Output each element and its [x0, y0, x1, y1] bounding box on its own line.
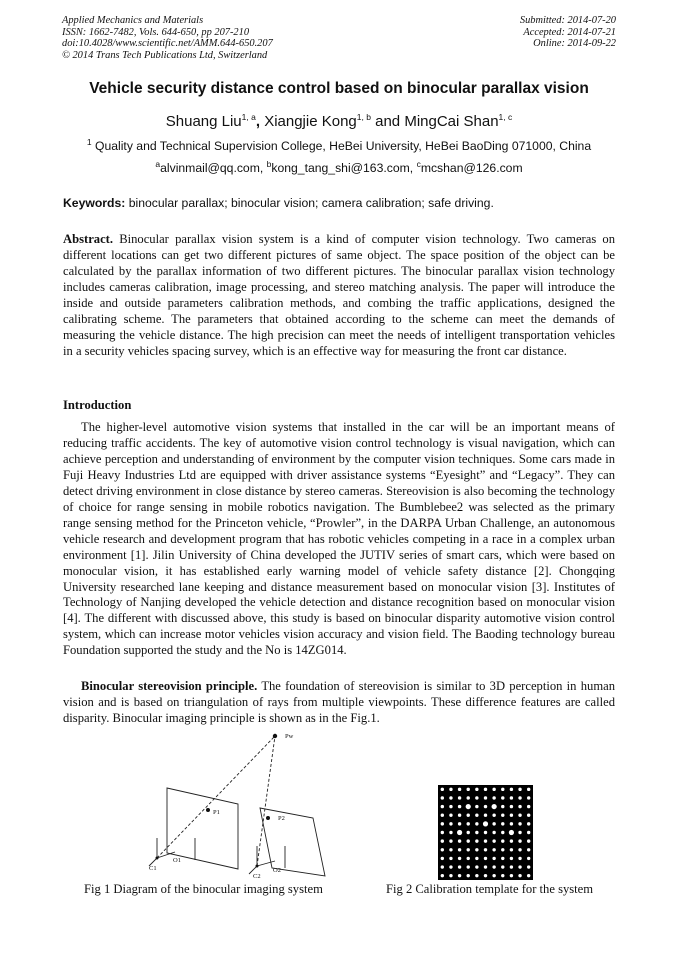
fig1-caption: Fig 1 Diagram of the binocular imaging system — [84, 882, 323, 896]
email-link: kong_tang_shi@163.com — [271, 161, 410, 175]
calibration-dot — [467, 831, 470, 834]
author-separator: and — [375, 113, 401, 130]
calibration-dot — [510, 814, 513, 817]
calibration-dot — [492, 822, 495, 825]
calibration-dot — [441, 814, 444, 817]
binocular-diagram — [135, 728, 365, 880]
affiliation — [0, 136, 678, 153]
calibration-dot — [475, 848, 478, 851]
right-axis-x — [257, 861, 275, 866]
right-camera-center — [256, 865, 259, 868]
calibration-dot — [458, 865, 461, 868]
calibration-dot — [475, 874, 478, 877]
calibration-dot — [492, 788, 495, 791]
calibration-dot — [449, 857, 452, 860]
introduction-paragraph: The higher-level automotive vision systems that installed in the car will be an important means of reducing traffic accidents. The key of automotive vision control technology is visual navigation, which can achieve perception and understanding of environment by the computer vision techniques. Some cars made in Fuji Heavy Industries Ltd are equipped with driver assistance systems “Eyesight” and “Legacy”. They can detect driving environment in close distance by stereo cameras. Stereovision is also becoming the technology of choice for range sensing in mobile robotics navigation. The Bumblebee2 was selected as the primary range sensing method for the Princeton vehicle, “Prowler”, in the DARPA Urban Challenge, an autonomous vehicle research and development program that has robotic vehicles competing in a race in a complex urban environment [1]. Jilin University of China developed the JUTIV series of smart cars, which were based on monocular vision, it has established early warning model of vehicle safety distance [2]. Chongqing University researched lane keeping and distance measurement based on monocular vision [3]. Institutes of Technology of Nanjing developed the vehicle detection and distance recognition based on monocular vision [4]. The different with discussed above, this study is based on binocular disparity automotive vision control system, which can increase motor vehicles vision accuracy and vision field. The Baoding technology bureau Foundation supported the study and the No is 14ZG014. — [63, 420, 615, 658]
calibration-dot — [441, 839, 444, 842]
calibration-dot — [484, 788, 487, 791]
calibration-dot — [458, 805, 461, 808]
calibration-dot — [475, 814, 478, 817]
calibration-dot — [467, 874, 470, 877]
calibration-dot — [501, 839, 504, 842]
calibration-dot — [501, 874, 504, 877]
calibration-dot — [501, 822, 504, 825]
calibration-dot — [484, 874, 487, 877]
right-image-point — [266, 816, 270, 820]
calibration-dot — [475, 788, 478, 791]
calibration-dot — [510, 839, 513, 842]
calibration-dot — [518, 848, 521, 851]
calibration-dot — [501, 831, 504, 834]
calibration-dot — [449, 805, 452, 808]
calibration-dot — [518, 788, 521, 791]
calibration-dot — [458, 822, 461, 825]
calibration-dot — [475, 865, 478, 868]
accepted-date: Accepted: 2014-07-21 — [523, 26, 616, 38]
calibration-dot — [518, 814, 521, 817]
stereo-paragraph — [63, 679, 615, 727]
abstract-text: Binocular parallax vision system is a kind of computer vision technology. Two cameras on different locations can get two different pictures of same object. The space position of the object can be calculated by the parallax information of two different pictures. The binocular parallax vision technology includes cameras calibration, image processing, and stereo matching analysis. The paper will introduce the inside and outside parameters calibration methods, and combing the traffic applications, designed the calibrating scheme. The parameters that obtained according to the scheme can meet the demands of measuring the vehicle distance. The high precision can meet the needs of intelligent transportation vehicles in a security vehicles spacing survey, which is an effective way for measuring the front car distance. — [63, 232, 616, 358]
calibration-dot — [484, 831, 487, 834]
calibration-dot — [441, 874, 444, 877]
calibration-template — [438, 785, 533, 880]
calibration-dot — [484, 839, 487, 842]
calibration-dot — [527, 839, 530, 842]
calibration-dot — [467, 857, 470, 860]
calibration-dot — [458, 857, 461, 860]
keywords-label: Keywords: — [63, 196, 126, 210]
calibration-dot — [449, 796, 452, 799]
calibration-dot — [441, 805, 444, 808]
calibration-dot — [449, 848, 452, 851]
calibration-dot — [467, 839, 470, 842]
calibration-dot — [518, 874, 521, 877]
calibration-dot — [518, 796, 521, 799]
calibration-dot — [501, 848, 504, 851]
affiliation-sup: 1 — [86, 136, 92, 147]
calibration-dot — [466, 804, 471, 809]
affiliation-text: Quality and Technical Supervision College, HeBei University, HeBei BaoDing 071000, China — [94, 139, 592, 153]
copyright-line: © 2014 Trans Tech Publications Ltd, Switzerland — [62, 49, 268, 61]
calibration-dot — [458, 796, 461, 799]
calibration-dot — [449, 874, 452, 877]
calibration-dot — [441, 831, 444, 834]
calibration-dot — [527, 848, 530, 851]
calibration-dot — [441, 788, 444, 791]
calibration-dot — [484, 796, 487, 799]
calibration-dot — [510, 796, 513, 799]
calibration-dot — [501, 805, 504, 808]
calibration-dot — [475, 822, 478, 825]
calibration-dot — [527, 857, 530, 860]
calibration-dot — [467, 822, 470, 825]
calibration-dot — [467, 814, 470, 817]
doi-line: doi:10.4028/www.scientific.net/AMM.644-650.207 — [62, 38, 273, 50]
calibration-dot — [510, 848, 513, 851]
calibration-dot — [467, 848, 470, 851]
email-link: mcshan@126.com — [420, 161, 523, 175]
label-o1: O1 — [173, 857, 181, 864]
calibration-dot — [518, 822, 521, 825]
calibration-dot — [510, 805, 513, 808]
calibration-dot — [492, 831, 495, 834]
calibration-dot — [501, 796, 504, 799]
calibration-dot — [467, 796, 470, 799]
issn-line: ISSN: 1662-7482, Vols. 644-650, pp 207-210 — [62, 26, 250, 38]
calibration-dot — [527, 796, 530, 799]
calibration-dot — [527, 865, 530, 868]
calibration-dot — [449, 831, 452, 834]
abstract-label: Abstract. — [63, 232, 114, 246]
calibration-dot — [484, 865, 487, 868]
author-sup: 1, c — [498, 112, 513, 122]
calibration-dot — [475, 796, 478, 799]
calibration-dot — [441, 796, 444, 799]
label-c1: C1 — [149, 865, 157, 872]
calibration-dot — [492, 796, 495, 799]
calibration-dot — [484, 848, 487, 851]
calibration-dot — [441, 848, 444, 851]
calibration-dot — [510, 822, 513, 825]
left-image-point — [206, 808, 210, 812]
calibration-dot — [484, 805, 487, 808]
stereo-label: Binocular stereovision principle. — [81, 679, 258, 693]
calibration-dot — [527, 805, 530, 808]
online-date: Online: 2014-09-22 — [533, 38, 616, 50]
author-name: MingCai Shan — [404, 113, 499, 130]
email-sup: c — [416, 158, 421, 169]
calibration-dot — [501, 814, 504, 817]
stereo-text: The foundation of stereovision is similar to 3D perception in human vision and is based on triangulation of rays from multiple viewpoints. These difference features are called disparity. Binocular imaging principle is shown as in the Fig.1. — [63, 679, 615, 725]
calibration-dot — [475, 831, 478, 834]
calibration-dot — [467, 865, 470, 868]
calibration-dot — [458, 839, 461, 842]
paper-title: Vehicle security distance control based on binocular parallax vision — [89, 80, 589, 97]
left-ray — [157, 736, 275, 858]
calibration-dot — [501, 857, 504, 860]
label-p1: P1 — [213, 809, 220, 816]
calibration-dot — [449, 865, 452, 868]
calibration-dot — [484, 857, 487, 860]
calibration-dot — [518, 865, 521, 868]
keywords-text: binocular parallax; binocular vision; camera calibration; safe driving. — [128, 196, 494, 210]
calibration-dot — [458, 874, 461, 877]
author-sup: 1, b — [356, 112, 371, 122]
abstract — [63, 232, 615, 360]
author-name: Shuang Liu — [165, 113, 242, 130]
fig2-caption: Fig 2 Calibration template for the system — [386, 882, 594, 896]
calibration-dot — [449, 814, 452, 817]
label-p2: P2 — [278, 815, 285, 822]
author-separator: , — [255, 113, 261, 130]
calibration-dot — [458, 788, 461, 791]
calibration-dot — [492, 865, 495, 868]
calibration-dot — [501, 788, 504, 791]
calibration-dot — [492, 804, 497, 809]
right-ray — [257, 736, 275, 866]
calibration-dot — [475, 839, 478, 842]
calibration-dot — [518, 839, 521, 842]
calibration-dot — [518, 857, 521, 860]
calibration-dot — [501, 865, 504, 868]
calibration-dot — [492, 848, 495, 851]
calibration-dot — [475, 857, 478, 860]
calibration-dot — [492, 814, 495, 817]
calibration-dot — [518, 805, 521, 808]
journal-header-left — [62, 15, 273, 61]
email-link: alvinmail@qq.com — [160, 161, 260, 175]
calibration-dot — [449, 822, 452, 825]
introduction-heading: Introduction — [63, 398, 132, 412]
author-line — [0, 113, 678, 130]
calibration-dot — [509, 830, 514, 835]
author-sup: 1, a — [241, 112, 256, 122]
calibration-dot — [492, 874, 495, 877]
calibration-dot — [458, 814, 461, 817]
calibration-dot — [483, 821, 488, 826]
calibration-dot — [510, 857, 513, 860]
calibration-dot — [441, 857, 444, 860]
email-line: $^a$alvinmail@qq.com, $^b$kong_tang_shi@163.com, $^c$mcshan@126.com — [155, 158, 523, 175]
label-pw: Pw — [285, 733, 294, 740]
world-point — [273, 734, 277, 738]
calibration-dot — [527, 788, 530, 791]
calibration-dot — [492, 839, 495, 842]
calibration-dot — [492, 857, 495, 860]
calibration-dot — [510, 788, 513, 791]
label-o2: O2 — [273, 867, 281, 874]
calibration-dot — [441, 822, 444, 825]
calibration-dot — [527, 874, 530, 877]
keywords — [63, 196, 615, 210]
journal-header-right — [520, 15, 616, 50]
calibration-dot — [518, 831, 521, 834]
calibration-dot — [467, 788, 470, 791]
submitted-date: Submitted: 2014-07-20 — [519, 15, 616, 26]
calibration-dot — [475, 805, 478, 808]
left-camera-center — [156, 857, 159, 860]
label-c2: C2 — [253, 873, 261, 880]
email-sup: a — [155, 158, 161, 169]
journal-name: Applied Mechanics and Materials — [62, 15, 204, 26]
calibration-dot — [449, 788, 452, 791]
calibration-dot — [527, 814, 530, 817]
calibration-dot — [527, 822, 530, 825]
calibration-dot — [457, 830, 462, 835]
email-sup: b — [266, 158, 272, 169]
calibration-dot — [510, 865, 513, 868]
calibration-dot — [441, 865, 444, 868]
calibration-dot — [484, 814, 487, 817]
calibration-dot — [458, 848, 461, 851]
calibration-dot — [527, 831, 530, 834]
author-name: Xiangjie Kong — [264, 113, 357, 130]
calibration-dot — [510, 874, 513, 877]
calibration-dot — [449, 839, 452, 842]
